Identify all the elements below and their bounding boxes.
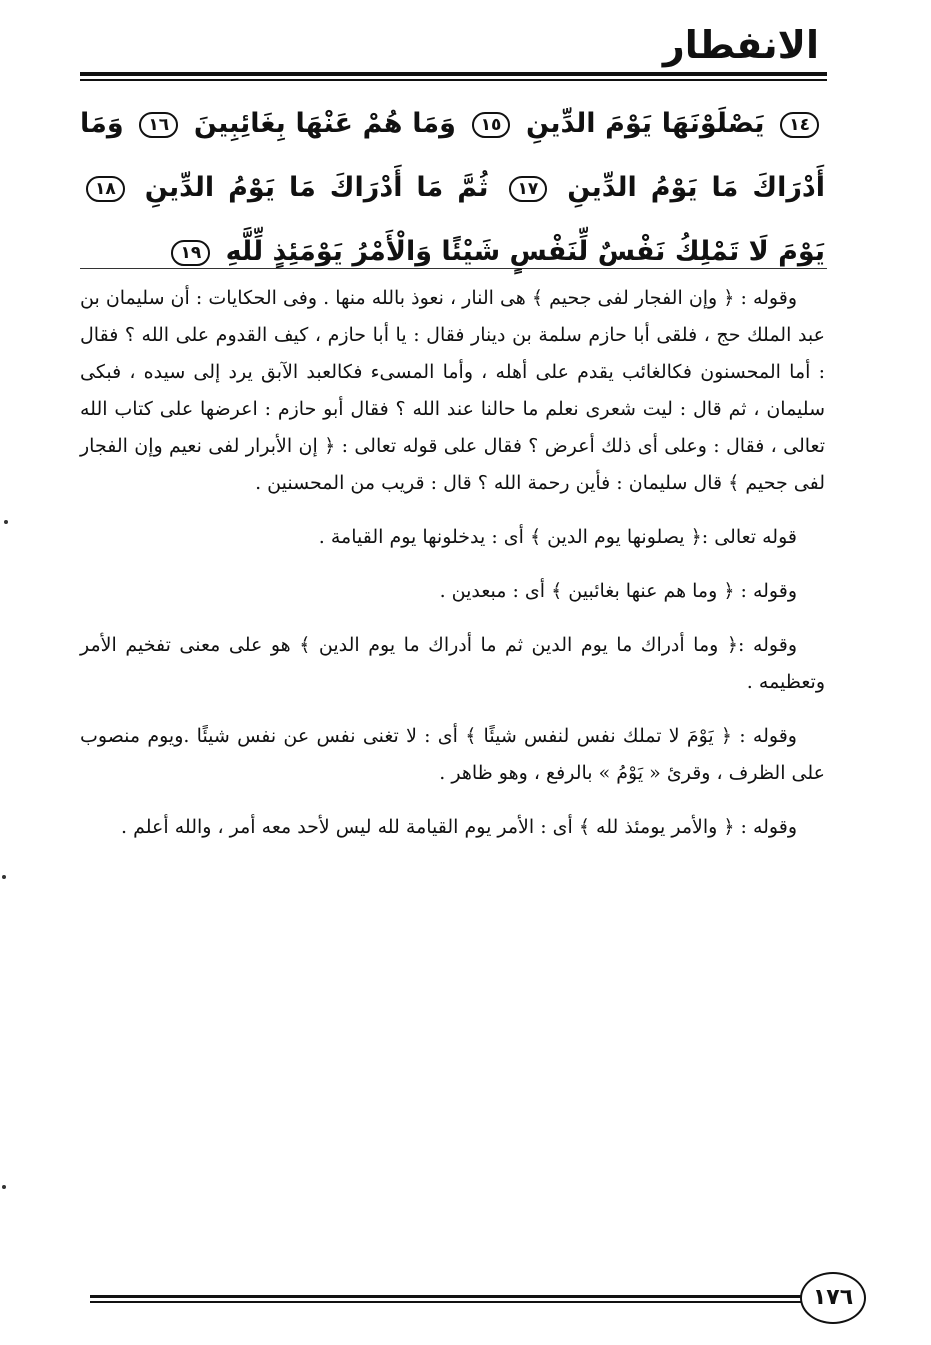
verses-separator — [80, 268, 827, 269]
sura-title: الانفطار — [662, 23, 819, 67]
commentary-body — [80, 280, 825, 863]
commentary-paragraph: وقوله : ﴿ والأمر يومئذ لله ﴾ أى : الأمر يوم القيامة لله ليس لأحد معه أمر ، والله أعلم . — [121, 816, 797, 838]
scan-mark — [2, 875, 6, 879]
ayah-number-marker: ١٦ — [139, 112, 178, 138]
scan-mark — [4, 520, 8, 524]
commentary-paragraph: وقوله : ﴿ وإن الفجار لفى جحيم ﴾ هى النار ، نعوذ بالله منها . وفى الحكايات : أن سليمان بن عبد الملك حج ، فلقى أبا حازم سلمة بن دينار فقال : يا أبا حازم ، كيف القدوم على الله ؟ فقال : أما المحسنون فكالغائب يقدم على أهله ، وأما المسىء فكالعبد الآبق يرد إلى سيده ، فبكى سليمان ، ثم قال : ليت شعرى نعلم ما حالنا عند الله ؟ فقال أبو حازم : اعرضها على كتاب الله تعالى ، فقال : وعلى أى ذلك أعرض ؟ فقال على قوله تعالى : ﴿ إن الأبرار لفى نعيم وإن الفجار لفى جحيم ﴾ قال سليمان : فأين رحمة الله ؟ قال : قريب من المحسنين . — [80, 287, 825, 494]
verse-text: وَمَا هُمْ عَنْهَا بِغَائِبِينَ — [193, 108, 456, 139]
scan-mark — [2, 1185, 6, 1189]
verse-text: وَمَا أَدْرَاكَ مَا يَوْمُ الدِّينِ — [80, 108, 825, 203]
commentary-paragraph: وقوله : ﴿ وما هم عنها بغائبين ﴾ أى : مبعدين . — [439, 580, 797, 602]
commentary-paragraph: قوله تعالى :﴿ يصلونها يوم الدين ﴾ أى : يدخلونها يوم القيامة . — [318, 526, 797, 548]
verse-text: يَوْمَ لَا تَمْلِكُ نَفْسٌ لِّنَفْسٍ شَيْئًا وَالْأَمْرُ يَوْمَئِذٍ لِّلَّهِ — [225, 236, 825, 267]
verse-text: ثُمَّ مَا أَدْرَاكَ مَا يَوْمُ الدِّينِ — [144, 172, 489, 203]
verse-text: يَصْلَوْنَهَا يَوْمَ الدِّينِ — [526, 108, 765, 139]
ayah-number-marker: ١٨ — [86, 176, 125, 202]
page-number: ١٧٦ — [800, 1272, 866, 1324]
commentary-paragraph: وقوله : ﴿ يَوْمَ لا تملك نفس لنفس شيئًا ﴾ أى : لا تغنى نفس عن نفس شيئًا .ويوم منصوب على الظرف ، وقرئ « يَوْمُ » بالرفع ، وهو ظاهر . — [80, 725, 825, 784]
quran-verses — [80, 92, 825, 284]
ayah-number-marker: ١٧ — [509, 176, 548, 202]
ayah-number-marker: ١٤ — [780, 112, 819, 138]
ayah-number-marker: ١٩ — [171, 240, 210, 266]
commentary-paragraph: وقوله :﴿ وما أدراك ما يوم الدين ثم ما أدراك ما يوم الدين ﴾ هو على معنى تفخيم الأمر وتعظيمه . — [80, 634, 825, 693]
ayah-number-marker: ١٥ — [472, 112, 511, 138]
